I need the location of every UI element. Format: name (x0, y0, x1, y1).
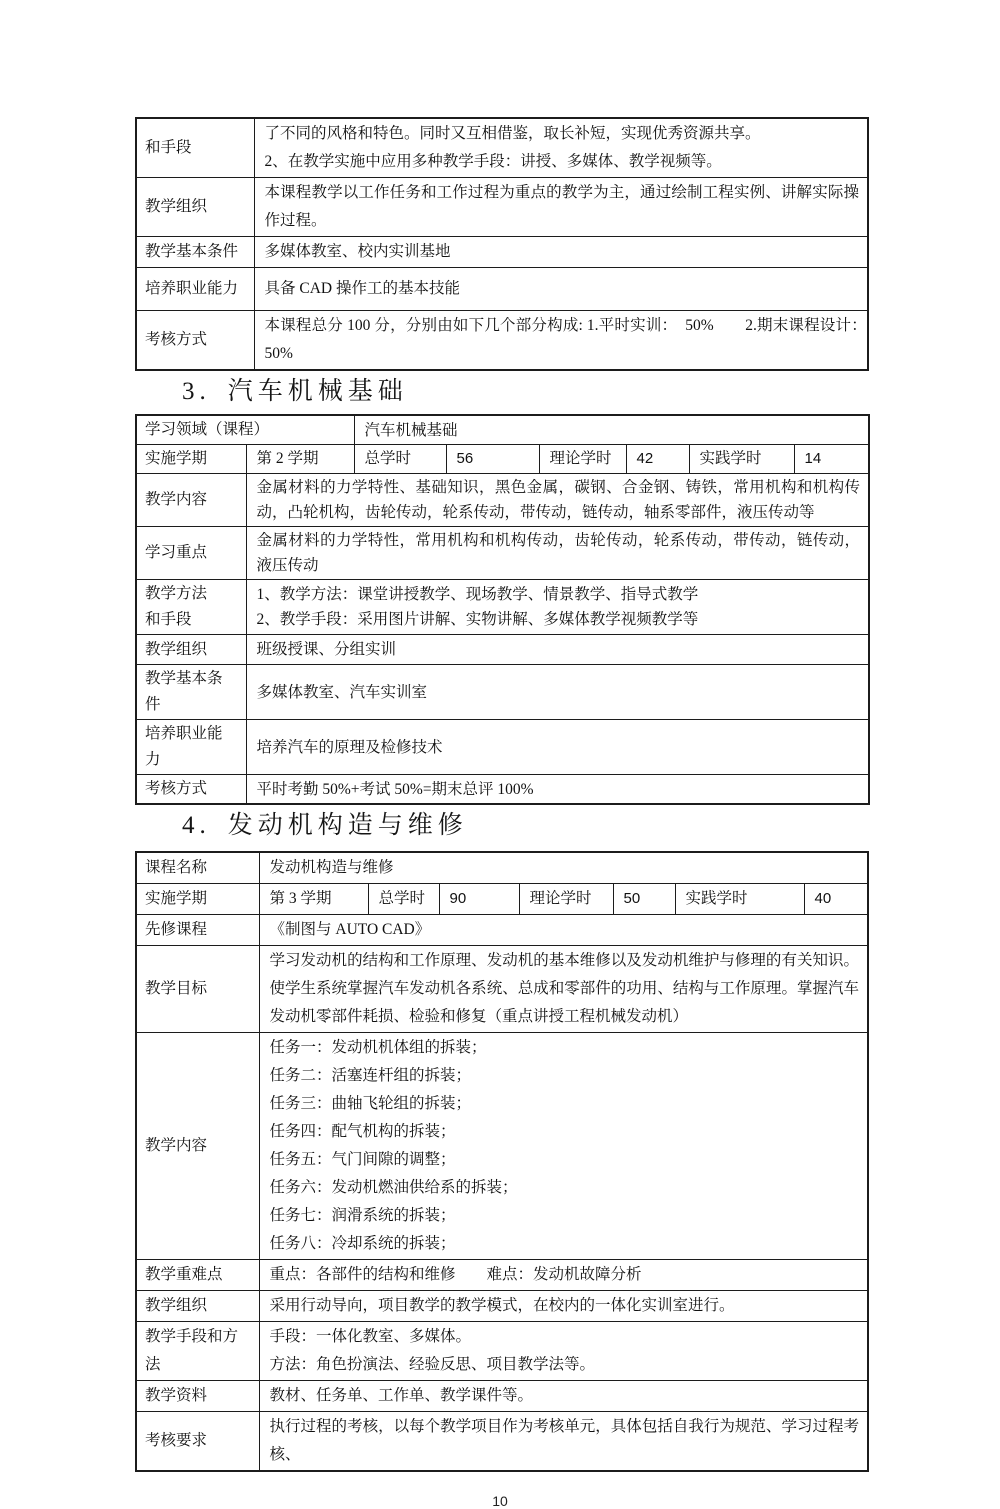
row-label: 教学方法 和手段 (136, 580, 246, 635)
row-label: 教学内容 (136, 1033, 259, 1260)
table-row (136, 580, 869, 635)
section-title: 汽车机械基础 (227, 378, 408, 405)
row-content: 本课程教学以工作任务和工作过程为重点的教学为主，通过绘制工程实例、讲解实际操作过程。 (254, 178, 868, 237)
row-label: 教学资料 (136, 1381, 259, 1412)
text-line: 2、在教学实施中应用多种教学手段：讲授、多媒体、教学视频等。 (264, 153, 722, 170)
table-row (136, 1412, 868, 1472)
section-heading-3 (182, 376, 1000, 408)
row-content: 重点：各部件的结构和维修 难点：发动机故障分析 (259, 1260, 868, 1291)
table-row (136, 474, 869, 527)
theory-hours-label: 理论学时 (539, 445, 626, 474)
table-row (136, 1291, 868, 1322)
row-label: 先修课程 (136, 915, 259, 946)
total-hours-label: 总学时 (354, 445, 446, 474)
course-field-value: 汽车机械基础 (354, 415, 869, 445)
practice-hours-label: 实践学时 (675, 884, 804, 915)
row-content: 班级授课、分组实训 (246, 635, 869, 665)
row-content: 学习发动机的结构和工作原理、发动机的基本维修以及发动机维护与修理的有关知识。使学生系统掌握汽车发动机各系统、总成和零部件的功用、结构与工作原理。掌握汽车发动机零部件耗损、检验和修复（重点讲授工程机械发动机） (259, 946, 868, 1033)
text-line: 任务六：发动机燃油供给系的拆装； (269, 1179, 518, 1196)
text-line: 任务八：冷却系统的拆装； (269, 1235, 456, 1252)
text-line: 任务二：活塞连杆组的拆装； (269, 1067, 472, 1084)
theory-hours-value: 50 (613, 884, 675, 915)
section-heading-4 (182, 810, 1000, 842)
table-row (136, 1322, 868, 1381)
row-content (259, 1033, 868, 1260)
row-content: 本课程总分 100 分，分别由如下几个部分构成: 1.平时实训： 50% 2.期末课程设计： 50% (254, 311, 868, 371)
table-row (136, 665, 869, 720)
table-row (136, 415, 869, 445)
table-row (136, 178, 868, 237)
text-line: 手段：一体化教室、多媒体。 (269, 1328, 472, 1345)
semester-value: 第 2 学期 (246, 445, 354, 474)
text-line: 1、教学方法：课堂讲授教学、现场教学、情景教学、指导式教学 (256, 586, 699, 603)
practice-hours-label: 实践学时 (689, 445, 794, 474)
row-label: 学习重点 (136, 527, 246, 580)
table-row (136, 635, 869, 665)
text-line: 任务一：发动机机体组的拆装； (269, 1039, 487, 1056)
row-content: 金属材料的力学特性、基础知识，黑色金属，碳钢、合金钢、铸铁，常用机构和机构传动，凸轮机构，齿轮传动，轮系传动，带传动，链传动，轴系零部件，液压传动等 (246, 474, 869, 527)
text-line: 任务四：配气机构的拆装； (269, 1123, 456, 1140)
course-table-autocad-continued (135, 117, 875, 371)
row-content: 金属材料的力学特性，常用机构和机构传动，齿轮传动，轮系传动，带传动，链传动，液压传动 (246, 527, 869, 580)
table-row (136, 527, 869, 580)
row-label: 教学基本条件 (136, 665, 246, 720)
total-hours-value: 90 (439, 884, 519, 915)
row-label: 考核要求 (136, 1412, 259, 1472)
row-label: 教学组织 (136, 1291, 259, 1322)
total-hours-value: 56 (446, 445, 539, 474)
row-label: 教学组织 (136, 635, 246, 665)
row-label: 考核方式 (136, 311, 254, 371)
section-title: 发动机构造与维修 (227, 812, 468, 839)
row-label: 教学重难点 (136, 1260, 259, 1291)
row-content: 执行过程的考核，以每个教学项目作为考核单元，具体包括自我行为规范、学习过程考核、 (259, 1412, 868, 1472)
table-row (136, 311, 868, 371)
page-number: 10 (492, 1493, 508, 1509)
table-row (136, 884, 868, 915)
course-name-value: 发动机构造与维修 (259, 852, 868, 884)
theory-hours-value: 42 (626, 445, 689, 474)
theory-hours-label: 理论学时 (519, 884, 613, 915)
text-line: 任务五：气门间隙的调整； (269, 1151, 456, 1168)
course-field-label: 学习领域（课程） (136, 415, 354, 445)
course-table-fadongji (135, 851, 869, 1472)
text-line: 方法：角色扮演法、经验反思、项目教学法等。 (269, 1356, 596, 1373)
row-content: 采用行动导向，项目教学的教学模式，在校内的一体化实训室进行。 (259, 1291, 868, 1322)
table-row (136, 118, 868, 178)
text-line: 任务七：润滑系统的拆装； (269, 1207, 456, 1224)
table-row (136, 720, 869, 775)
table-row (136, 445, 869, 474)
row-content: 《制图与 AUTO CAD》 (259, 915, 868, 946)
section-number: 4. (182, 812, 211, 839)
row-label: 培养职业能力 (136, 720, 246, 775)
row-label: 和手段 (136, 118, 254, 178)
table-row (136, 268, 868, 311)
table-row (136, 915, 868, 946)
text-line: 任务三：曲轴飞轮组的拆装； (269, 1095, 472, 1112)
practice-hours-value: 40 (804, 884, 868, 915)
row-label: 教学目标 (136, 946, 259, 1033)
row-content: 多媒体教室、汽车实训室 (246, 665, 869, 720)
practice-hours-value: 14 (794, 445, 869, 474)
course-table-qiche-jixie (135, 414, 870, 805)
row-content: 具备 CAD 操作工的基本技能 (254, 268, 868, 311)
table-row (136, 1260, 868, 1291)
row-content: 教材、任务单、工作单、教学课件等。 (259, 1381, 868, 1412)
row-label: 考核方式 (136, 775, 246, 805)
row-content (254, 118, 868, 178)
row-label: 教学内容 (136, 474, 246, 527)
table-row (136, 1381, 868, 1412)
table-row (136, 237, 868, 268)
course-name-label: 课程名称 (136, 852, 259, 884)
total-hours-label: 总学时 (368, 884, 439, 915)
row-content: 平时考勤 50%+考试 50%=期末总评 100% (246, 775, 869, 805)
section-number: 3. (182, 378, 211, 405)
row-label: 培养职业能力 (136, 268, 254, 311)
table-row (136, 852, 868, 884)
semester-label: 实施学期 (136, 884, 259, 915)
row-content (259, 1322, 868, 1381)
semester-value: 第 3 学期 (259, 884, 368, 915)
row-label: 教学基本条件 (136, 237, 254, 268)
row-label: 教学手段和方法 (136, 1322, 259, 1381)
row-label: 教学组织 (136, 178, 254, 237)
row-content (246, 580, 869, 635)
text-line: 了不同的风格和特色。同时又互相借鉴，取长补短，实现优秀资源共享。 (264, 125, 761, 142)
row-content: 多媒体教室、校内实训基地 (254, 237, 868, 268)
text-line: 2、教学手段：采用图片讲解、实物讲解、多媒体教学视频教学等 (256, 611, 699, 628)
table-row (136, 1033, 868, 1260)
table-row (136, 946, 868, 1033)
semester-label: 实施学期 (136, 445, 246, 474)
row-content: 培养汽车的原理及检修技术 (246, 720, 869, 775)
table-row (136, 775, 869, 805)
